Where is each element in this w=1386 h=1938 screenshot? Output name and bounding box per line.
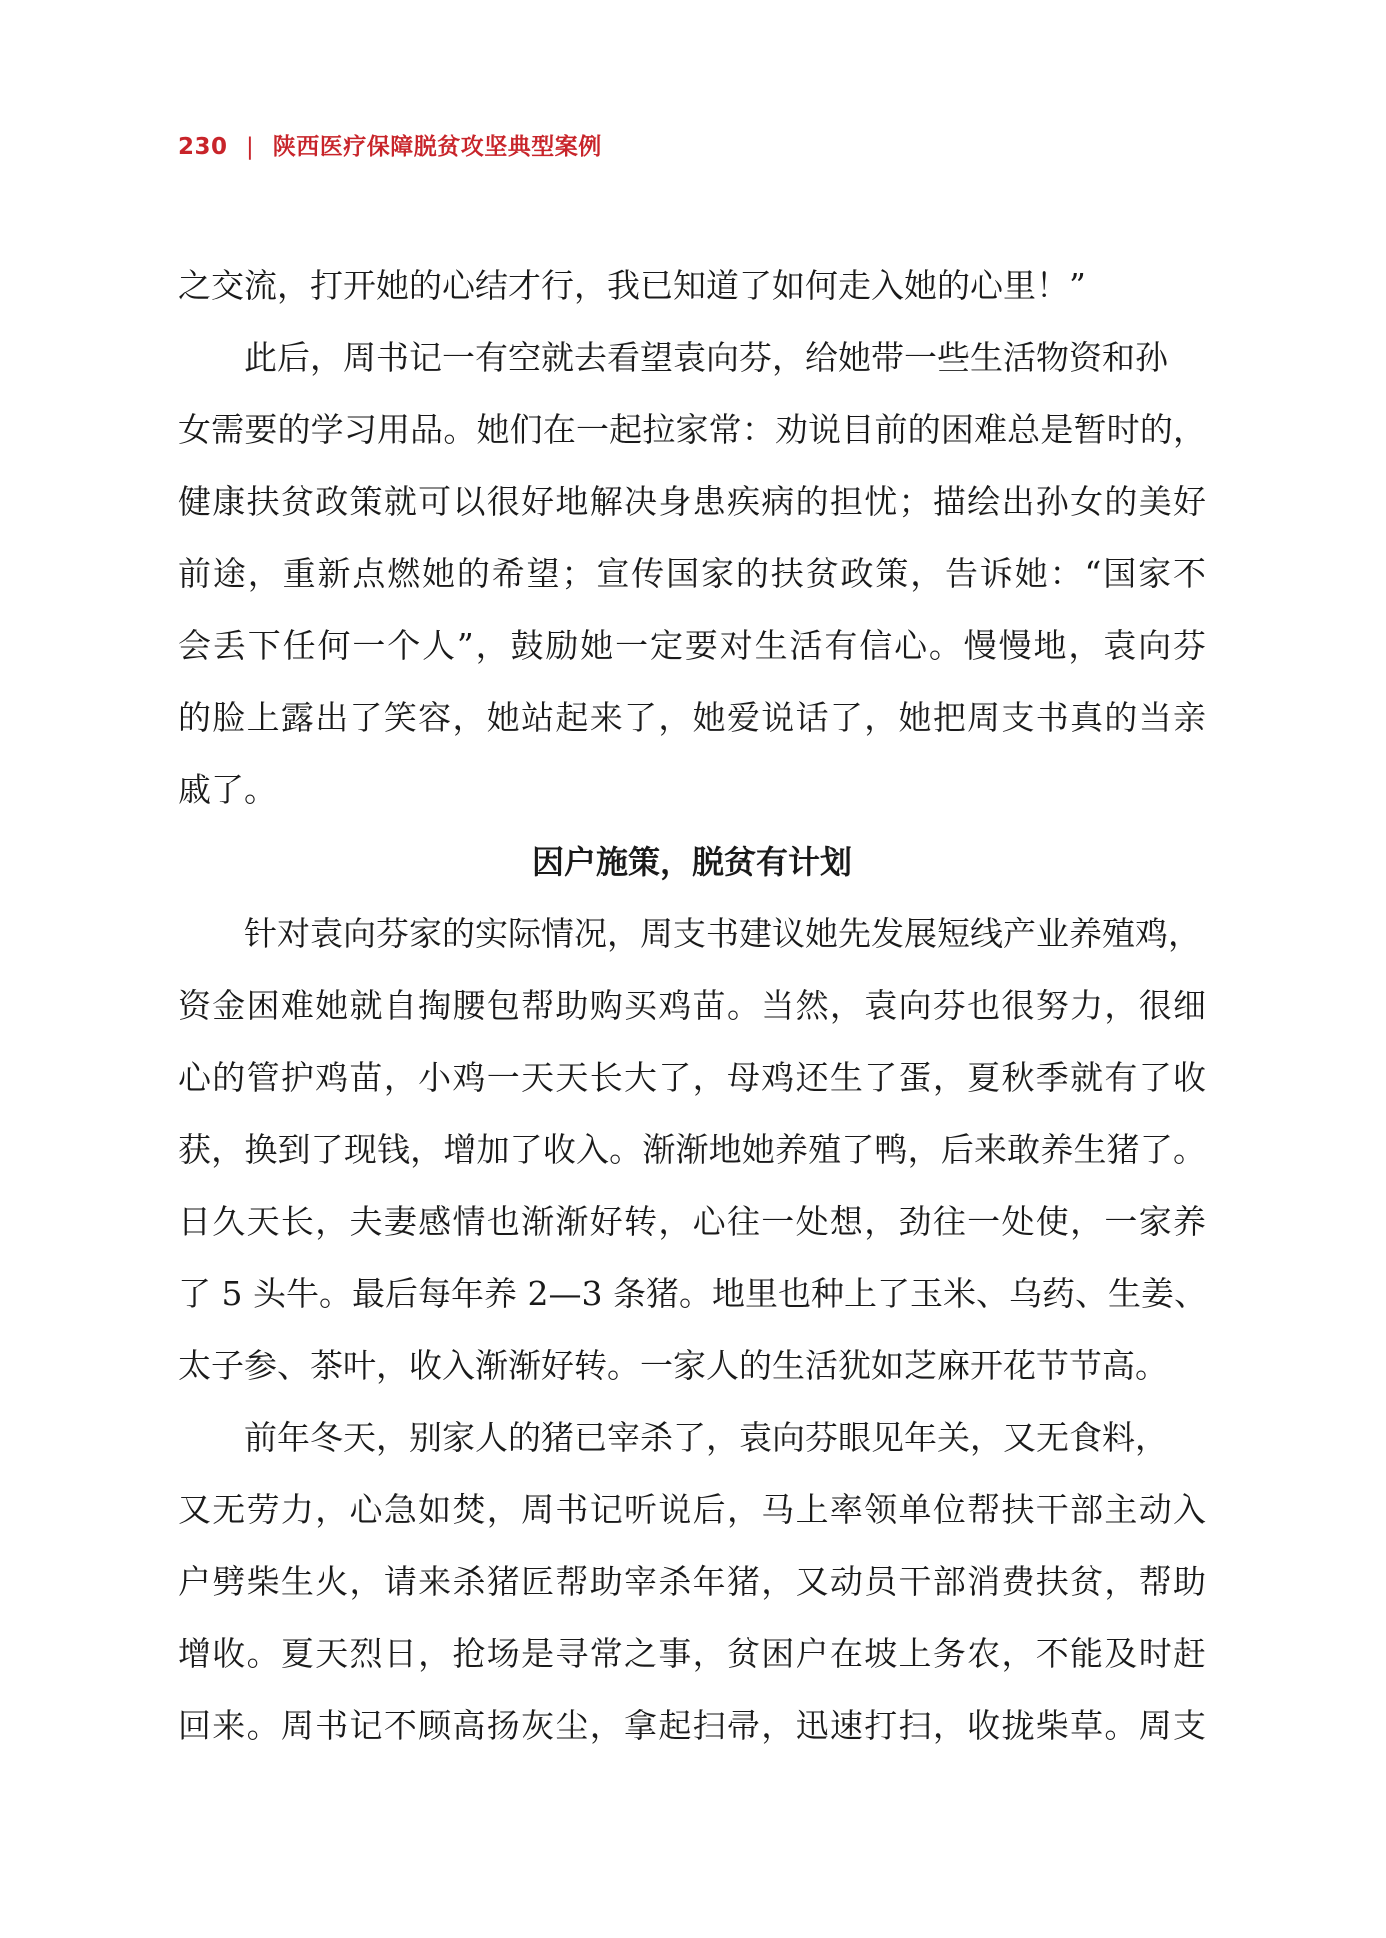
page-number: 230 (178, 134, 228, 160)
text-line: 户劈柴生火，请来杀猪匠帮助宰杀年猪，又动员干部消费扶贫，帮助 (178, 1562, 1206, 1601)
text-line: 太子参、茶叶，收入渐渐好转。一家人的生活犹如芝麻开花节节高。 (178, 1346, 1168, 1385)
text-line: 针对袁向芬家的实际情况，周支书建议她先发展短线产业养殖鸡， (244, 914, 1201, 953)
text-line: 了 5 头牛。最后每年养 2—3 条猪。地里也种上了玉米、乌药、生姜、 (178, 1274, 1207, 1313)
book-title: 陕西医疗保障脱贫攻坚典型案例 (272, 134, 602, 160)
text-line: 前途，重新点燃她的希望；宣传国家的扶贫政策，告诉她：“国家不 (178, 554, 1206, 593)
text-line: 会丢下任何一个人”，鼓励她一定要对生活有信心。慢慢地，袁向芬 (178, 626, 1206, 665)
text-line: 资金困难她就自掏腰包帮助购买鸡苗。当然，袁向芬也很努力，很细 (178, 986, 1206, 1025)
text-line: 此后，周书记一有空就去看望袁向芬，给她带一些生活物资和孙 (244, 338, 1168, 377)
text-line: 回来。周书记不顾高扬灰尘，拿起扫帚，迅速打扫，收拢柴草。周支 (178, 1706, 1206, 1745)
text-line: 增收。夏天烈日，抢场是寻常之事，贫困户在坡上务农，不能及时赶 (178, 1634, 1206, 1673)
text-line: 之交流，打开她的心结才行，我已知道了如何走入她的心里！” (178, 266, 1086, 305)
running-header (178, 128, 602, 161)
text-line: 戚了。 (178, 770, 277, 809)
text-line: 女需要的学习用品。她们在一起拉家常：劝说目前的困难总是暂时的， (178, 410, 1206, 449)
text-line: 的脸上露出了笑容，她站起来了，她爱说话了，她把周支书真的当亲 (178, 698, 1206, 737)
text-line: 获，换到了现钱，增加了收入。渐渐地她养殖了鸭，后来敢养生猪了。 (178, 1130, 1206, 1169)
text-line: 健康扶贫政策就可以很好地解决身患疾病的担忧；描绘出孙女的美好 (178, 482, 1206, 521)
text-line: 日久天长，夫妻感情也渐渐好转，心往一处想，劲往一处使，一家养 (178, 1202, 1206, 1241)
section-heading: 因户施策，脱贫有计划 (531, 843, 852, 881)
text-line: 心的管护鸡苗，小鸡一天天长大了，母鸡还生了蛋，夏秋季就有了收 (178, 1058, 1206, 1097)
body-text (178, 250, 1206, 1762)
text-line: 前年冬天，别家人的猪已宰杀了，袁向芬眼见年关，又无食料， (244, 1418, 1168, 1457)
header-separator: | (246, 134, 255, 160)
text-line: 又无劳力，心急如焚，周书记听说后，马上率领单位帮扶干部主动入 (178, 1490, 1206, 1529)
